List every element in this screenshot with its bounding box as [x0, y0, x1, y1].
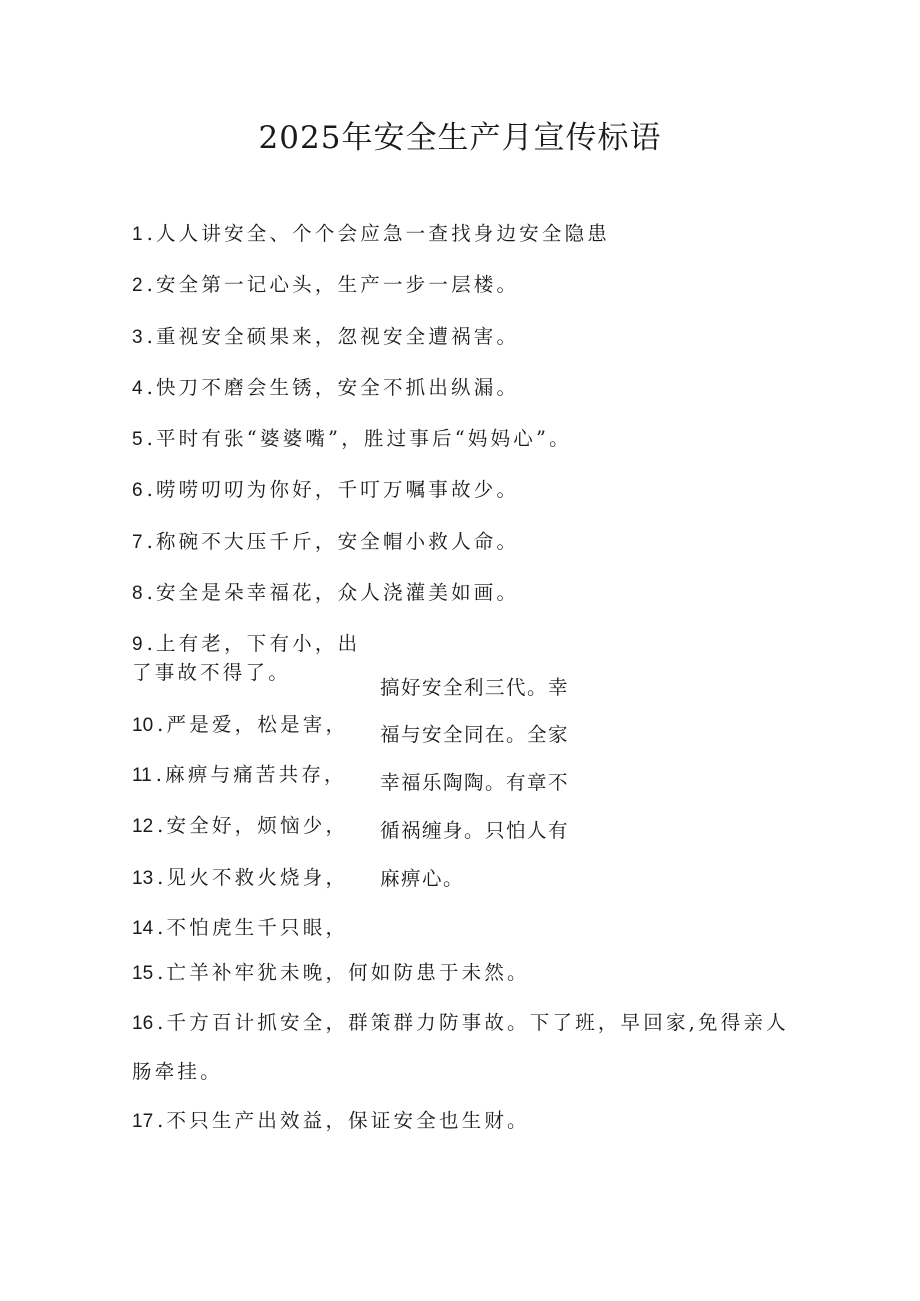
slogan-number: 2: [132, 275, 143, 296]
slogan-text: .不只生产出效益，保证安全也生财。: [157, 1109, 530, 1132]
slogan-number: 7: [132, 532, 143, 553]
slogan-text: .人人讲安全、个个会应急一查找身边安全隐患: [146, 222, 610, 245]
slogan-line-16: [132, 1011, 789, 1036]
slogan-text: .安全好，烦恼少，: [157, 814, 349, 837]
slogan-number: 9: [132, 634, 143, 655]
side-column-line-4: 循祸缠身。只怕人有: [380, 819, 570, 842]
slogan-line-2: [132, 273, 519, 298]
side-column-line-5: 麻痹心。: [380, 867, 465, 890]
slogan-line-9: [132, 632, 360, 657]
slogan-line-11: [132, 763, 347, 788]
slogan-line-5: [132, 427, 572, 452]
slogan-number: 6: [132, 480, 143, 501]
slogan-line-8: [132, 581, 519, 606]
slogan-number: 4: [132, 378, 143, 399]
slogan-text: .快刀不磨会生锈，安全不抓出纵漏。: [146, 376, 520, 399]
slogan-text: .安全第一记心头，生产一步一层楼。: [146, 273, 520, 296]
slogan-number: 13: [132, 868, 154, 889]
slogan-line-1: [132, 222, 610, 247]
slogan-number: 14: [132, 918, 154, 939]
slogan-number: 17: [132, 1111, 154, 1132]
slogan-line-15: [132, 961, 530, 986]
slogan-line-7: [132, 530, 519, 555]
slogan-text: .平时有张“婆婆嘴”，胜过事后“妈妈心”。: [146, 427, 572, 450]
side-column-line-2: 福与安全同在。全家: [380, 723, 570, 746]
slogan-text: .安全是朵幸福花，众人浇灌美如画。: [146, 581, 520, 604]
slogan-text: .重视安全硕果来，忽视安全遭祸害。: [146, 325, 520, 348]
slogan-number: 15: [132, 963, 154, 984]
slogan-text: .上有老，下有小，出: [146, 632, 361, 655]
slogan-text: .麻痹与痛苦共存，: [155, 763, 347, 786]
slogan-line-14: [132, 916, 348, 941]
slogan-number: 5: [132, 429, 143, 450]
slogan-line-6: [132, 478, 519, 503]
slogan-text: .严是爱，松是害，: [157, 713, 349, 736]
slogan-line-17: [132, 1109, 530, 1134]
slogan-number: 16: [132, 1013, 154, 1034]
slogan-line-4: [132, 376, 519, 401]
slogan-number: 1: [132, 224, 143, 245]
slogan-number: 12: [132, 816, 154, 837]
slogan-line-13: [132, 866, 348, 891]
slogan-line-16-continuation: 肠牵挂。: [132, 1060, 223, 1083]
slogan-number: 8: [132, 583, 143, 604]
slogan-text: .称碗不大压千斤，安全帽小救人命。: [146, 530, 520, 553]
slogan-number: 3: [132, 327, 143, 348]
slogan-text: .千方百计抓安全，群策群力防事故。下了班，早回家,免得亲人: [157, 1011, 789, 1034]
side-column-line-3: 幸福乐陶陶。有章不: [380, 771, 570, 794]
slogan-number: 11: [132, 765, 152, 786]
slogan-text: .见火不救火烧身，: [157, 866, 349, 889]
slogan-text: .亡羊补牢犹未晚，何如防患于未然。: [157, 961, 530, 984]
slogan-line-10: [132, 713, 348, 738]
slogan-line-3: [132, 325, 519, 350]
slogan-text: .唠唠叨叨为你好，千叮万嘱事故少。: [146, 478, 520, 501]
document-title: 2025年安全生产月宣传标语: [258, 120, 662, 156]
slogan-line-12: [132, 814, 348, 839]
side-column-line-1: 搞好安全利三代。幸: [380, 676, 570, 699]
slogan-number: 10: [132, 715, 154, 736]
slogan-line-9-continuation: 了事故不得了。: [132, 661, 291, 684]
slogan-text: .不怕虎生千只眼，: [157, 916, 349, 939]
